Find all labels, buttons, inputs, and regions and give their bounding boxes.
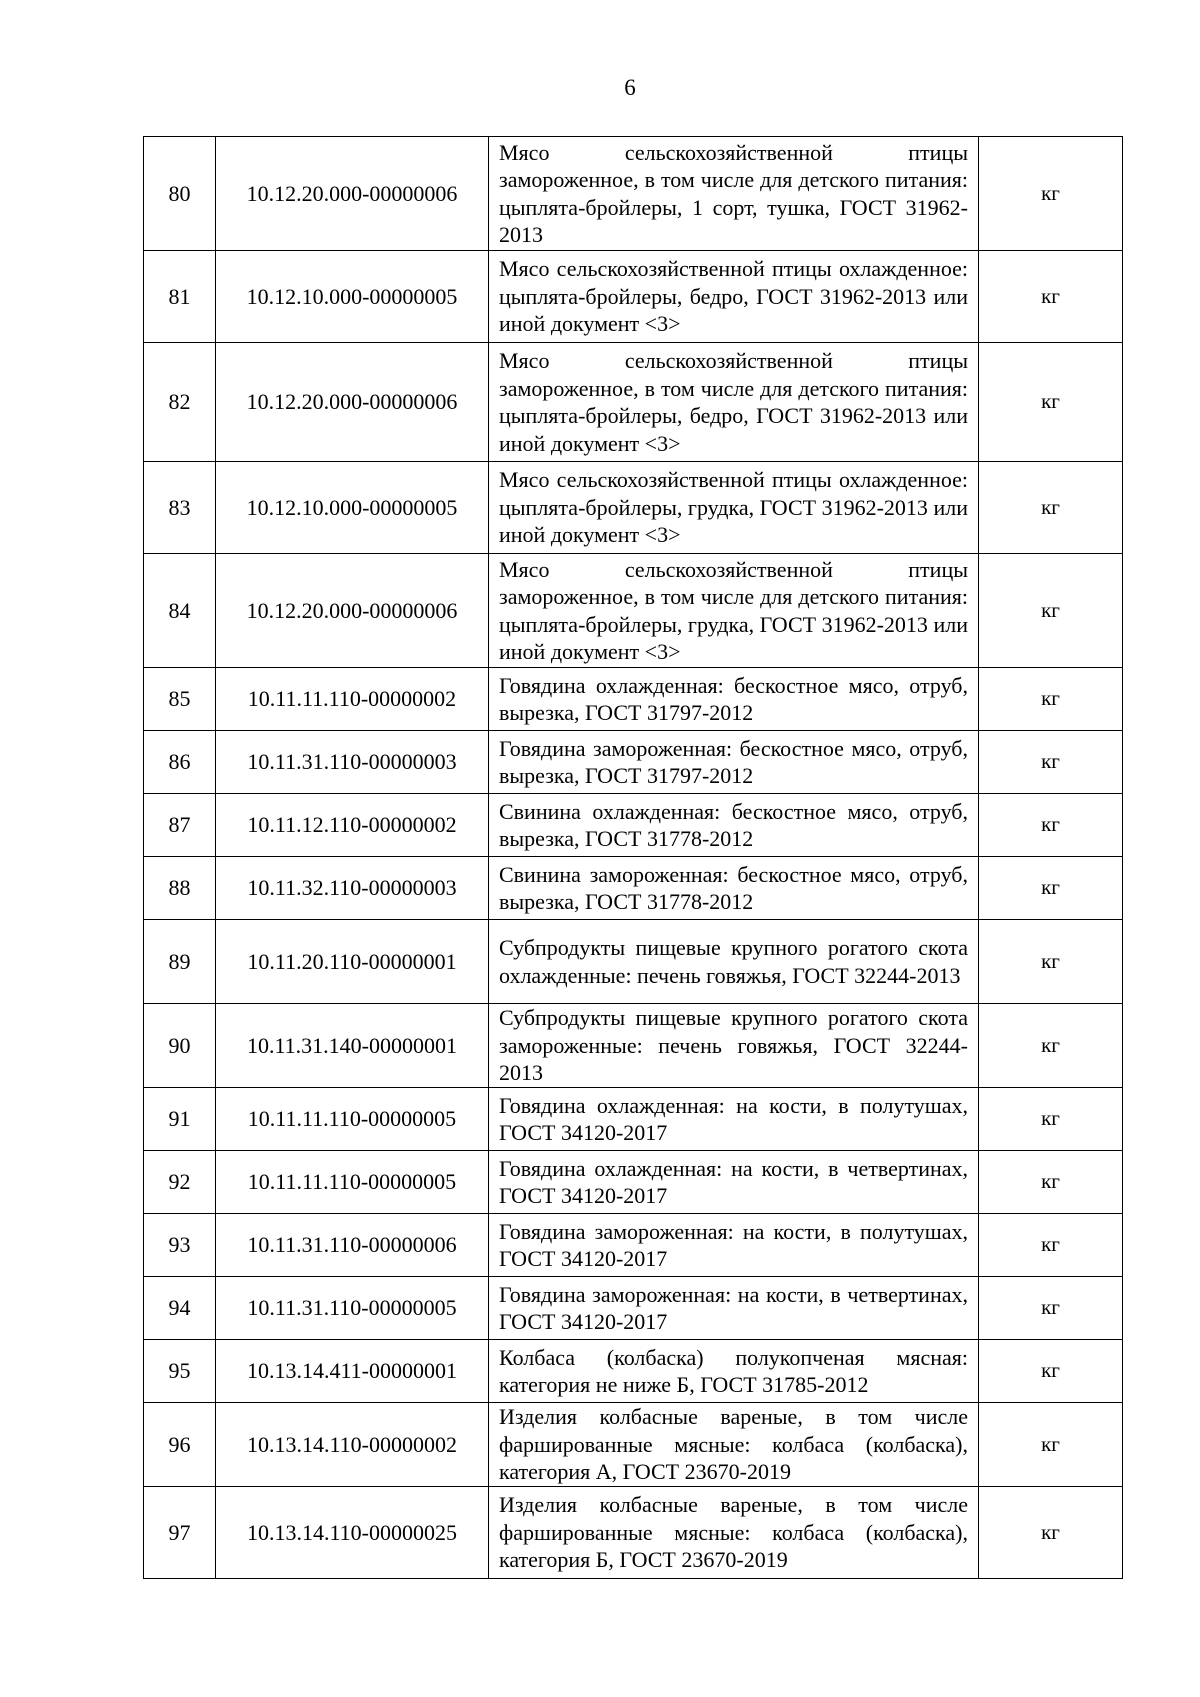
unit-cell: кг bbox=[979, 137, 1123, 251]
product-description-cell: Мясо сельскохозяйственной птицы замороженное, в том числе для детского питания: цыплята-бройлеры, бедро, ГОСТ 31962-2013 или иной документ <3> bbox=[489, 343, 979, 462]
unit-cell: кг bbox=[979, 343, 1123, 462]
unit-cell: кг bbox=[979, 920, 1123, 1004]
table-row bbox=[144, 794, 1123, 857]
row-number-cell: 82 bbox=[144, 343, 216, 462]
products-table bbox=[143, 136, 1123, 1579]
row-number-cell: 81 bbox=[144, 251, 216, 343]
product-description-cell: Мясо сельскохозяйственной птицы замороженное, в том числе для детского питания: цыплята-бройлеры, грудка, ГОСТ 31962-2013 или иной документ <3> bbox=[489, 554, 979, 668]
product-code-cell: 10.12.10.000-00000005 bbox=[216, 462, 489, 554]
row-number-cell: 90 bbox=[144, 1004, 216, 1088]
row-number-cell: 80 bbox=[144, 137, 216, 251]
unit-cell: кг bbox=[979, 554, 1123, 668]
unit-cell: кг bbox=[979, 1340, 1123, 1403]
row-number-cell: 89 bbox=[144, 920, 216, 1004]
row-number-cell: 96 bbox=[144, 1403, 216, 1487]
table-row bbox=[144, 462, 1123, 554]
page-number: 6 bbox=[624, 75, 636, 100]
product-description-cell: Субпродукты пищевые крупного рогатого скота охлажденные: печень говяжья, ГОСТ 32244-2013 bbox=[489, 920, 979, 1004]
unit-cell: кг bbox=[979, 1277, 1123, 1340]
product-description-cell: Субпродукты пищевые крупного рогатого скота замороженные: печень говяжья, ГОСТ 32244-2013 bbox=[489, 1004, 979, 1088]
table-row bbox=[144, 1088, 1123, 1151]
product-code-cell: 10.11.31.110-00000006 bbox=[216, 1214, 489, 1277]
product-code-cell: 10.11.12.110-00000002 bbox=[216, 794, 489, 857]
product-code-cell: 10.12.20.000-00000006 bbox=[216, 137, 489, 251]
unit-cell: кг bbox=[979, 731, 1123, 794]
product-description-cell: Говядина охлажденная: на кости, в четвертинах, ГОСТ 34120-2017 bbox=[489, 1151, 979, 1214]
table-row bbox=[144, 920, 1123, 1004]
table-row bbox=[144, 857, 1123, 920]
product-code-cell: 10.13.14.411-00000001 bbox=[216, 1340, 489, 1403]
products-table-body bbox=[144, 137, 1123, 1579]
product-code-cell: 10.12.20.000-00000006 bbox=[216, 343, 489, 462]
product-description-cell: Мясо сельскохозяйственной птицы замороженное, в том числе для детского питания: цыплята-бройлеры, 1 сорт, тушка, ГОСТ 31962-2013 bbox=[489, 137, 979, 251]
unit-cell: кг bbox=[979, 1088, 1123, 1151]
product-code-cell: 10.11.20.110-00000001 bbox=[216, 920, 489, 1004]
unit-cell: кг bbox=[979, 251, 1123, 343]
row-number-cell: 97 bbox=[144, 1487, 216, 1579]
table-row bbox=[144, 1277, 1123, 1340]
unit-cell: кг bbox=[979, 857, 1123, 920]
product-description-cell: Свинина охлажденная: бескостное мясо, отруб, вырезка, ГОСТ 31778-2012 bbox=[489, 794, 979, 857]
row-number-cell: 86 bbox=[144, 731, 216, 794]
product-code-cell: 10.13.14.110-00000002 bbox=[216, 1403, 489, 1487]
row-number-cell: 94 bbox=[144, 1277, 216, 1340]
product-code-cell: 10.11.32.110-00000003 bbox=[216, 857, 489, 920]
unit-cell: кг bbox=[979, 462, 1123, 554]
table-row bbox=[144, 731, 1123, 794]
product-description-cell: Изделия колбасные вареные, в том числе фаршированные мясные: колбаса (колбаска), категория А, ГОСТ 23670-2019 bbox=[489, 1403, 979, 1487]
row-number-cell: 83 bbox=[144, 462, 216, 554]
table-row bbox=[144, 1004, 1123, 1088]
row-number-cell: 91 bbox=[144, 1088, 216, 1151]
unit-cell: кг bbox=[979, 1214, 1123, 1277]
product-code-cell: 10.11.11.110-00000002 bbox=[216, 668, 489, 731]
row-number-cell: 88 bbox=[144, 857, 216, 920]
product-code-cell: 10.11.31.140-00000001 bbox=[216, 1004, 489, 1088]
product-description-cell: Говядина охлажденная: бескостное мясо, отруб, вырезка, ГОСТ 31797-2012 bbox=[489, 668, 979, 731]
product-description-cell: Мясо сельскохозяйственной птицы охлажденное: цыплята-бройлеры, бедро, ГОСТ 31962-2013 или иной документ <3> bbox=[489, 251, 979, 343]
table-row bbox=[144, 1214, 1123, 1277]
product-description-cell: Говядина замороженная: бескостное мясо, отруб, вырезка, ГОСТ 31797-2012 bbox=[489, 731, 979, 794]
product-code-cell: 10.12.20.000-00000006 bbox=[216, 554, 489, 668]
product-code-cell: 10.11.11.110-00000005 bbox=[216, 1088, 489, 1151]
product-code-cell: 10.12.10.000-00000005 bbox=[216, 251, 489, 343]
table-row bbox=[144, 251, 1123, 343]
row-number-cell: 84 bbox=[144, 554, 216, 668]
product-description-cell: Говядина замороженная: на кости, в полутушах, ГОСТ 34120-2017 bbox=[489, 1214, 979, 1277]
table-row bbox=[144, 668, 1123, 731]
product-description-cell: Изделия колбасные вареные, в том числе фаршированные мясные: колбаса (колбаска), категория Б, ГОСТ 23670-2019 bbox=[489, 1487, 979, 1579]
product-description-cell: Свинина замороженная: бескостное мясо, отруб, вырезка, ГОСТ 31778-2012 bbox=[489, 857, 979, 920]
table-row bbox=[144, 1487, 1123, 1579]
product-description-cell: Колбаса (колбаска) полукопченая мясная: категория не ниже Б, ГОСТ 31785-2012 bbox=[489, 1340, 979, 1403]
unit-cell: кг bbox=[979, 1004, 1123, 1088]
table-row bbox=[144, 343, 1123, 462]
unit-cell: кг bbox=[979, 1151, 1123, 1214]
row-number-cell: 93 bbox=[144, 1214, 216, 1277]
unit-cell: кг bbox=[979, 794, 1123, 857]
row-number-cell: 92 bbox=[144, 1151, 216, 1214]
unit-cell: кг bbox=[979, 668, 1123, 731]
row-number-cell: 95 bbox=[144, 1340, 216, 1403]
product-code-cell: 10.11.31.110-00000005 bbox=[216, 1277, 489, 1340]
unit-cell: кг bbox=[979, 1487, 1123, 1579]
row-number-cell: 85 bbox=[144, 668, 216, 731]
product-description-cell: Говядина охлажденная: на кости, в полутушах, ГОСТ 34120-2017 bbox=[489, 1088, 979, 1151]
table-row bbox=[144, 137, 1123, 251]
unit-cell: кг bbox=[979, 1403, 1123, 1487]
product-code-cell: 10.11.31.110-00000003 bbox=[216, 731, 489, 794]
table-row bbox=[144, 1403, 1123, 1487]
row-number-cell: 87 bbox=[144, 794, 216, 857]
table-row bbox=[144, 1340, 1123, 1403]
product-code-cell: 10.13.14.110-00000025 bbox=[216, 1487, 489, 1579]
product-description-cell: Говядина замороженная: на кости, в четвертинах, ГОСТ 34120-2017 bbox=[489, 1277, 979, 1340]
product-description-cell: Мясо сельскохозяйственной птицы охлажденное: цыплята-бройлеры, грудка, ГОСТ 31962-2013 или иной документ <3> bbox=[489, 462, 979, 554]
table-row bbox=[144, 1151, 1123, 1214]
table-row bbox=[144, 554, 1123, 668]
product-code-cell: 10.11.11.110-00000005 bbox=[216, 1151, 489, 1214]
